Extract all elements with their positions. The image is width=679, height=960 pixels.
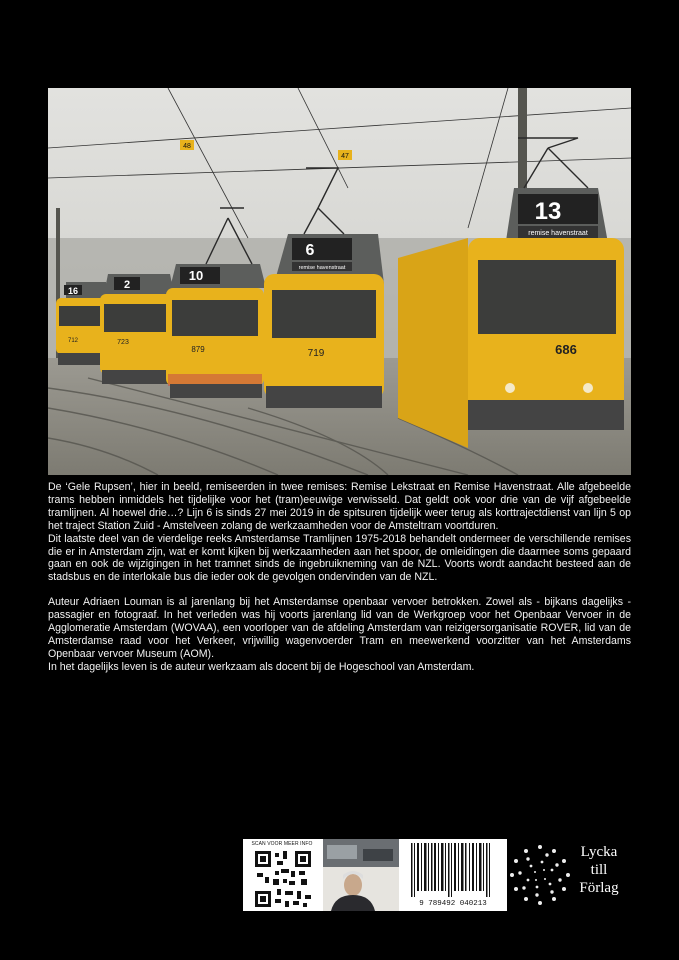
route-sign: 2: [123, 279, 131, 291]
publisher-spiral-icon: [507, 839, 573, 911]
cover-photo: [48, 88, 631, 475]
destination-sign: remise havenstraat: [528, 230, 588, 237]
overhead-number: 48: [183, 143, 191, 150]
qr-block[interactable]: [243, 839, 321, 911]
tram-879: [166, 264, 266, 398]
fleet-number: 719: [307, 348, 325, 359]
destination-sign: remise havenstraat: [298, 265, 346, 271]
isbn-number: 9 789492 040213: [419, 900, 487, 908]
author-photo: [323, 839, 399, 911]
route-sign: 10: [188, 268, 204, 283]
author-portrait-icon: [323, 839, 399, 911]
paragraph-author-work: In het dagelijks leven is de auteur werkzaam als docent bij de Hogeschool van Amsterdam.: [48, 660, 475, 673]
qr-code-icon: [243, 839, 321, 911]
back-cover-text: [48, 481, 631, 674]
paragraph-intro: De ‘Gele Rupsen’, hier in beeld, remiseerden in twee remises: Remise Lekstraat en Remise Havenstraat. Alle afgebeelde trams hebben inmiddels het tijdelijke voor het (tram)eeuwige verwisseld. Dat geldt ook voor drie van de vijf afgebeelde tramlijnen. Al hoewel drie…? Lijn 6 is sinds 27 mei 2019 in de spitsuren tijdelijk weer terug als korttrajectdienst van lijn 5 op het traject Station Zuid - Amstelveen zolang de werkzaamheden voor de Amsteltram voortduren.: [48, 481, 631, 532]
tram-719: [264, 234, 384, 408]
isbn-barcode: [401, 839, 505, 911]
tram-723: [100, 274, 174, 384]
fleet-number: 879: [191, 345, 205, 354]
overhead-number: 47: [341, 153, 349, 160]
publisher-logo: [507, 839, 631, 911]
fleet-number: 723: [117, 339, 129, 346]
fleet-number: 686: [555, 342, 577, 357]
route-sign: 16: [67, 286, 79, 296]
barcode-icon: [401, 839, 505, 899]
fleet-number: 712: [67, 338, 79, 344]
tram-depot-illustration: [48, 88, 631, 475]
route-sign: 6: [305, 242, 315, 259]
paragraph-author: Auteur Adriaen Louman is al jarenlang bij het Amsterdamse openbaar vervoer betrokken. Zowel als - bijkans dagelijks - passagier en fotograaf. In het verleden was hij voorts jarenlang lid van de Werkgroep voor het Openbaar Vervoer in de Agglomeratie Amsterdam (WOVAA), een voorloper van de afdeling Amsterdam van reizigersorganisatie ROVER, lid van de Amsterdamse raad voor het Verkeer, vrijwillig wagenvoerder Tram en meewerkend voorzitter van het Amsterdams Openbaar vervoer Museum (AOM).: [48, 596, 631, 660]
publisher-name: Lycka till Förlag: [579, 844, 619, 896]
paragraph-series: Dit laatste deel van de vierdelige reeks Amsterdamse Tramlijnen 1975-2018 behandelt ondermeer de verschillende remises die er in Amsterdam zijn, wat er komt kijken bij werkzaamheden aan het spoor, de omleidingen die daarmee soms gepaard gaan en ook de wijzigingen in het tramnet sinds de ingebruikneming van de NZL. Voorts wordt aandacht besteed aan de stadsbus en de interlokale bus die ieder ook de gevolgen ondervinden van de NZL.: [48, 532, 631, 584]
footer-strip: [243, 839, 631, 911]
qr-label: SCAN VOOR MEER INFO: [251, 841, 313, 847]
route-sign: 13: [534, 198, 562, 225]
